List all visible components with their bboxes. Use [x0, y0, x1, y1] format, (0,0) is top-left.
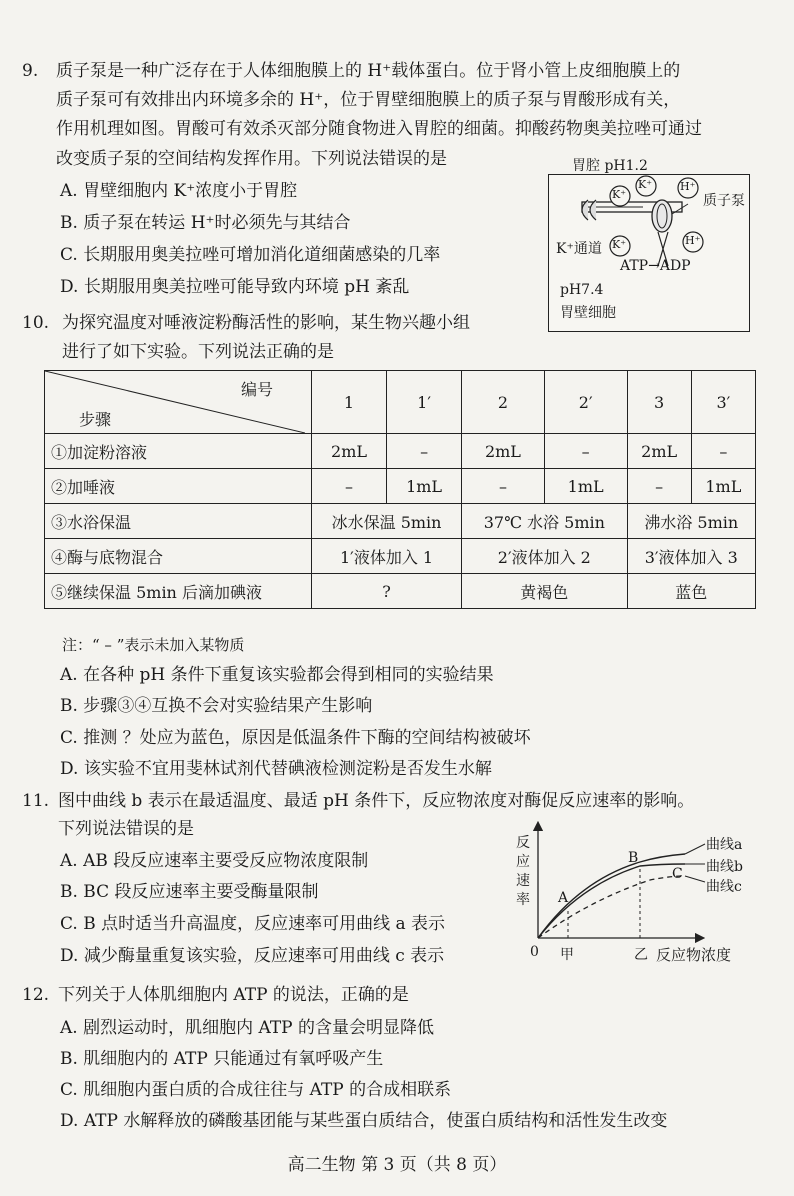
curve-b-label: 曲线b — [706, 859, 743, 875]
option-a: A. 剧烈运动时，肌细胞内 ATP 的含量会明显降低 — [60, 1018, 435, 1038]
table-row — [45, 504, 756, 539]
option-c: C. 推测 ？处应为蓝色，原因是低温条件下酶的空间结构被破坏 — [60, 728, 531, 748]
table-cell: 3′液体加入 3 — [627, 539, 755, 574]
curve-c-label: 曲线c — [706, 879, 742, 895]
table-cell: – — [627, 469, 691, 504]
column-header: 3 — [627, 371, 691, 434]
step-cell: ⑤继续保温 5min 后滴加碘液 — [45, 574, 312, 609]
table-cell: 沸水浴 5min — [627, 504, 755, 539]
point-a-label: A — [558, 890, 569, 906]
table-cell: 2′液体加入 2 — [462, 539, 627, 574]
table-cell: 1mL — [544, 469, 627, 504]
option-d: D. 长期服用奥美拉唑可能导致内环境 pH 紊乱 — [60, 277, 410, 297]
x-tick-jia: 甲 — [560, 947, 574, 963]
y-axis-char: 率 — [516, 892, 530, 908]
column-header: 3′ — [691, 371, 755, 434]
k-channel-label: K⁺通道 — [556, 241, 602, 257]
y-axis-char: 反 — [516, 835, 530, 851]
y-axis-char: 应 — [516, 854, 530, 870]
column-header: 2′ — [544, 371, 627, 434]
table-row — [45, 469, 756, 504]
corner-bottom-label: 步骤 — [79, 410, 112, 429]
atp-adp-label: ATP→ADP — [620, 258, 691, 274]
step-cell: ②加唾液 — [45, 469, 312, 504]
table-cell: 1mL — [387, 469, 462, 504]
table-cell: 冰水保温 5min — [312, 504, 462, 539]
table-corner-cell — [45, 371, 312, 434]
option-b: B. 步骤③④互换不会对实验结果产生影响 — [60, 696, 373, 716]
table-cell: 蓝色 — [627, 574, 755, 609]
corner-top-label: 编号 — [241, 380, 274, 399]
option-a: A. 胃壁细胞内 K⁺浓度小于胃腔 — [60, 181, 298, 201]
step-cell: ①加淀粉溶液 — [45, 434, 312, 469]
option-d: D. 减少酶量重复该实验，反应速率可用曲线 c 表示 — [60, 946, 445, 966]
stomach-lumen-label: 胃腔 pH1.2 — [572, 158, 648, 174]
table-cell: 2mL — [627, 434, 691, 469]
option-b: B. 质子泵在转运 H⁺时必须先与其结合 — [60, 213, 351, 233]
option-a: A. AB 段反应速率主要受反应物浓度限制 — [60, 851, 369, 871]
option-d: D. ATP 水解释放的磷酸基团能与某些蛋白质结合，使蛋白质结构和活性发生改变 — [60, 1111, 668, 1131]
parietal-cell-label: 胃壁细胞 — [560, 305, 616, 321]
proton-pump-label: 质子泵 — [703, 193, 745, 209]
option-c: C. 长期服用奥美拉唑可增加消化道细菌感染的几率 — [60, 245, 441, 265]
column-header: 1 — [312, 371, 387, 434]
x-tick-yi: 乙 — [634, 947, 648, 963]
question-text-line: 作用机理如图。胃酸可有效杀灭部分随食物进入胃腔的细菌。抑酸药物奥美拉唑可通过 — [56, 119, 702, 139]
option-a: A. 在各种 pH 条件下重复该实验都会得到相同的实验结果 — [60, 665, 494, 685]
k-ion-label: K⁺ — [612, 188, 627, 201]
question-text-line: 为探究温度对唾液淀粉酶活性的影响，某生物兴趣小组 — [62, 313, 470, 333]
option-c: C. 肌细胞内蛋白质的合成往往与 ATP 的合成相联系 — [60, 1080, 452, 1100]
option-c: C. B 点时适当升高温度，反应速率可用曲线 a 表示 — [60, 914, 446, 934]
question-number: 10. — [22, 313, 50, 333]
table-cell: ? — [312, 574, 462, 609]
table-cell: 2mL — [462, 434, 545, 469]
option-b: B. BC 段反应速率主要受酶量限制 — [60, 882, 319, 902]
cell-ph-label: pH7.4 — [560, 282, 604, 298]
question-number: 11. — [22, 791, 50, 811]
step-cell: ④酶与底物混合 — [45, 539, 312, 574]
table-row — [45, 539, 756, 574]
curve-a-label: 曲线a — [706, 837, 743, 853]
table-cell: – — [387, 434, 462, 469]
question-number: 12. — [22, 985, 50, 1005]
table-row — [45, 434, 756, 469]
step-cell: ③水浴保温 — [45, 504, 312, 539]
k-ion-label: K⁺ — [638, 178, 653, 191]
table-row — [45, 574, 756, 609]
question-text-line: 进行了如下实验。下列说法正确的是 — [62, 342, 334, 362]
table-note: 注：“ – ”表示未加入某物质 — [62, 636, 245, 654]
y-axis-label — [516, 834, 532, 910]
origin-label: 0 — [530, 944, 539, 960]
h-ion-label: H⁺ — [680, 180, 696, 193]
question-text-line: 改变质子泵的空间结构发挥作用。下列说法错误的是 — [56, 149, 447, 169]
question-text-line: 质子泵是一种广泛存在于人体细胞膜上的 H⁺载体蛋白。位于肾小管上皮细胞膜上的 — [56, 61, 681, 81]
table-cell: – — [462, 469, 545, 504]
column-header: 2 — [462, 371, 545, 434]
question-text-line: 下列关于人体肌细胞内 ATP 的说法，正确的是 — [58, 985, 409, 1005]
x-axis-label: 反应物浓度 — [656, 946, 732, 964]
table-cell: 黄褐色 — [462, 574, 627, 609]
table-cell: – — [691, 434, 755, 469]
table-cell: – — [312, 469, 387, 504]
option-b: B. 肌细胞内的 ATP 只能通过有氧呼吸产生 — [60, 1049, 384, 1069]
table-cell: 2mL — [312, 434, 387, 469]
point-b-label: B — [628, 850, 639, 866]
table-cell: 37℃ 水浴 5min — [462, 504, 627, 539]
h-ion-label: H⁺ — [685, 234, 701, 247]
question-number: 9. — [22, 61, 39, 81]
table-cell: 1′液体加入 1 — [312, 539, 462, 574]
experiment-table — [44, 370, 756, 609]
question-text-line: 图中曲线 b 表示在最适温度、最适 pH 条件下，反应物浓度对酶促反应速率的影响。 — [58, 791, 695, 811]
table-cell: – — [544, 434, 627, 469]
k-ion-label: K⁺ — [612, 238, 627, 251]
table-cell: 1mL — [691, 469, 755, 504]
column-header: 1′ — [387, 371, 462, 434]
page-footer: 高二生物 第 3 页（共 8 页） — [287, 1155, 507, 1175]
point-c-label: C — [672, 866, 683, 882]
y-axis-char: 速 — [516, 873, 530, 889]
question-text-line: 下列说法错误的是 — [58, 819, 194, 839]
option-d: D. 该实验不宜用斐林试剂代替碘液检测淀粉是否发生水解 — [60, 759, 492, 779]
question-text-line: 质子泵可有效排出内环境多余的 H⁺，位于胃壁细胞膜上的质子泵与胃酸形成有关， — [56, 90, 681, 110]
